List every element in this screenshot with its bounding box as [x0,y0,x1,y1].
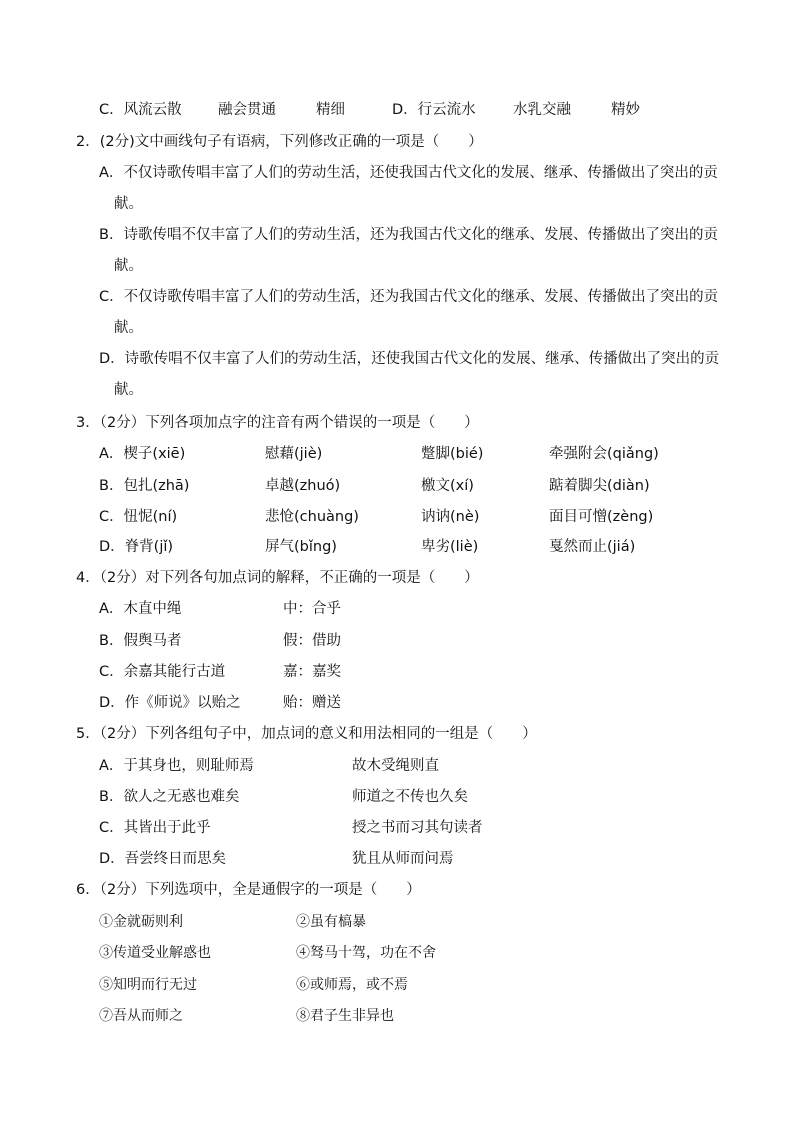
q5-stem: 5．（2分）下列各组句子中，加点词的意义和用法相同的一组是（ ） [76,726,537,742]
q2-option-c-line2: 献。 [114,320,143,336]
q2-option-a-line1: A．不仅诗歌传唱丰富了人们的劳动生活，还使我国古代文化的发展、继承、传播做出了突出的贡 [99,165,718,181]
q1-option-c-2: 融会贯通 [218,102,276,118]
q3-d-3: 卑劣(liè) [421,539,479,555]
q4-d-sentence: D．作《师说》以贻之 [99,695,241,711]
q6-item-4: ④驽马十驾，功在不舍 [296,945,436,961]
q3-b-2: 卓越(zhuó) [265,478,341,494]
q3-b-4: 踮着脚尖(diàn) [549,478,650,494]
q4-c-sentence: C．余嘉其能行古道 [99,664,226,680]
q3-c-2: 悲怆(chuàng) [265,509,359,525]
q4-c-explain: 嘉：嘉奖 [283,664,341,680]
q3-d-4: 戛然而止(jiá) [549,539,636,555]
q5-b-2: 师道之不传也久矣 [352,789,468,805]
q2-option-b-line2: 献。 [114,258,143,274]
q3-a-4: 牵强附会(qiǎng) [549,446,659,462]
q2-option-c-line1: C．不仅诗歌传唱丰富了人们的劳动生活，还为我国古代文化的继承、发展、传播做出了突出的贡 [99,289,719,305]
q4-a-sentence: A．木直中绳 [99,601,182,617]
q4-d-explain: 贻：赠送 [283,695,341,711]
q5-c-1: C．其皆出于此乎 [99,820,211,836]
q3-b-3: 檄文(xí) [421,478,474,494]
q5-d-1: D．吾尝终日而思矣 [99,851,227,867]
q1-option-d: D．行云流水 [392,102,476,118]
q3-d-2: 屏气(bǐng) [265,539,337,555]
q1-option-c: C．风流云散 [99,102,182,118]
q5-a-1: A．于其身也，则耻师焉 [99,758,254,774]
q2-option-a-line2: 献。 [114,196,143,212]
q3-a-2: 慰藉(jiè) [265,446,323,462]
q4-a-explain: 中：合乎 [283,601,341,617]
q6-item-3: ③传道受业解惑也 [99,945,211,961]
q4-b-sentence: B．假舆马者 [99,633,182,649]
q3-c-3: 讷讷(nè) [421,509,480,525]
q5-a-2: 故木受绳则直 [352,758,439,774]
q3-a-1: A．楔子(xiē) [99,446,186,462]
q2-option-d-line1: D．诗歌传唱不仅丰富了人们的劳动生活，还使我国古代文化的发展、继承、传播做出了突出的贡 [99,351,720,367]
q6-stem: 6．（2分）下列选项中，全是通假字的一项是（ ） [76,882,421,898]
q6-item-1: ①金就砺则利 [99,914,183,930]
q2-option-d-line2: 献。 [114,382,143,398]
q3-d-1: D．脊背(jǐ) [99,539,174,555]
q2-option-b-line1: B．诗歌传唱不仅丰富了人们的劳动生活，还为我国古代文化的继承、发展、传播做出了突出的贡 [99,227,718,243]
q5-b-1: B．欲人之无惑也难矣 [99,789,240,805]
q6-item-6: ⑥或师焉，或不焉 [296,977,408,993]
q1-option-d-2: 水乳交融 [513,102,571,118]
q6-item-5: ⑤知明而行无过 [99,977,197,993]
q4-b-explain: 假：借助 [283,633,341,649]
q5-c-2: 授之书而习其句读者 [352,820,483,836]
q1-option-d-3: 精妙 [611,102,640,118]
q3-c-1: C．忸怩(ní) [99,509,178,525]
q6-item-2: ②虽有槁暴 [296,914,366,930]
q1-option-c-3: 精细 [316,102,345,118]
q3-stem: 3．（2分）下列各项加点字的注音有两个错误的一项是（ ） [76,415,479,431]
q5-d-2: 犹且从师而问焉 [352,851,454,867]
q6-item-8: ⑧君子生非异也 [296,1008,394,1024]
q3-a-3: 蹩脚(bié) [421,446,484,462]
q4-stem: 4．（2分）对下列各句加点词的解释，不正确的一项是（ ） [76,570,479,586]
q2-stem: 2．(2分)文中画线句子有语病，下列修改正确的一项是（ ） [76,134,483,150]
q6-item-7: ⑦吾从而师之 [99,1008,183,1024]
q3-b-1: B．包扎(zhā) [99,478,190,494]
q3-c-4: 面目可憎(zèng) [549,509,654,525]
